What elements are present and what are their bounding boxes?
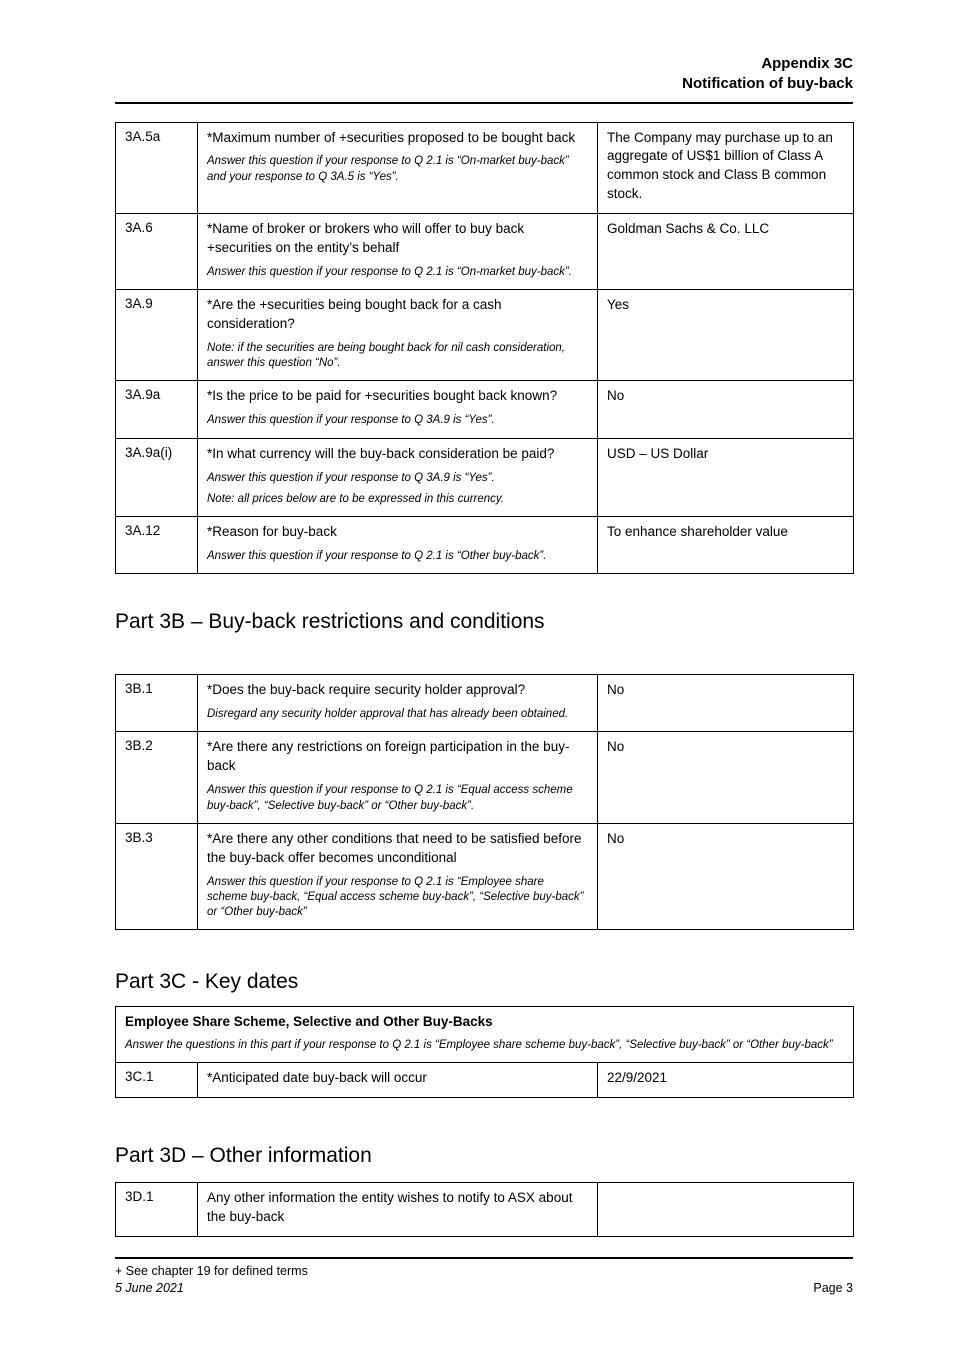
answer-text [598, 1183, 854, 1237]
row-id: 3A.9a(i) [116, 438, 198, 516]
part3b-table [115, 674, 854, 930]
question-note: Answer this question if your response to Q 2.1 is “Employee share scheme buy-back, “Equal access scheme buy-back”, “Selective buy-back” or “Other buy-back” [207, 875, 584, 919]
document-header [115, 54, 853, 95]
row-id: 3B.2 [116, 732, 198, 823]
answer-text: To enhance shareholder value [598, 517, 854, 574]
answer-text: 22/9/2021 [598, 1063, 854, 1098]
appendix-title: Appendix 3C [761, 55, 853, 72]
footer-rule [115, 1257, 853, 1259]
row-id: 3B.3 [116, 823, 198, 930]
part3a-table [115, 122, 854, 575]
question-text: *Is the price to be paid for +securities bought back known? [207, 388, 558, 404]
table-row [116, 823, 854, 930]
table-row [116, 381, 854, 438]
header-rule [115, 102, 853, 104]
table-row [116, 517, 854, 574]
answer-text: No [598, 732, 854, 823]
part3c-box-note: Answer the questions in this part if your response to Q 2.1 is “Employee share scheme buy-back”, “Selective buy-back” or “Other buy-back” [125, 1038, 833, 1051]
table-row [116, 1183, 854, 1237]
question-note: Answer this question if your response to Q 2.1 is “Other buy-back”. [207, 549, 547, 562]
question-note: Note: all prices below are to be expressed in this currency. [207, 492, 505, 505]
answer-text: USD – US Dollar [598, 438, 854, 516]
part3b-heading: Part 3B – Buy-back restrictions and conditions [115, 610, 545, 634]
question-text: *In what currency will the buy-back consideration be paid? [207, 445, 555, 461]
table-header-row [116, 1007, 854, 1063]
question-note: Answer this question if your response to Q 2.1 is “On-market buy-back”. [207, 265, 572, 278]
answer-text: Yes [598, 290, 854, 381]
page-footer [115, 1257, 853, 1297]
row-id: 3A.6 [116, 214, 198, 290]
question-note: Answer this question if your response to Q 3A.9 is “Yes”. [207, 414, 495, 427]
question-text: *Are there any other conditions that need to be satisfied before the buy-back offer becomes unconditional [207, 830, 582, 865]
answer-text: No [598, 823, 854, 930]
row-id: 3C.1 [116, 1063, 198, 1098]
row-id: 3B.1 [116, 675, 198, 732]
row-id: 3D.1 [116, 1183, 198, 1237]
footer-date: 5 June 2021 [115, 1280, 184, 1295]
answer-text: The Company may purchase up to an aggregate of US$1 billion of Class A common stock and Class B common stock. [598, 122, 854, 214]
part3c-table [115, 1006, 854, 1098]
table-row [116, 438, 854, 516]
answer-text: No [598, 381, 854, 438]
table-row [116, 1063, 854, 1098]
document-title: Notification of buy-back [682, 75, 853, 93]
question-text: *Anticipated date buy-back will occur [207, 1070, 427, 1086]
question-text: *Are the +securities being bought back for a cash consideration? [207, 297, 502, 332]
table-row [116, 675, 854, 732]
table-row [116, 732, 854, 823]
answer-text: No [598, 675, 854, 732]
answer-text: Goldman Sachs & Co. LLC [598, 214, 854, 290]
question-note: Answer this question if your response to Q 2.1 is “Equal access scheme buy-back”, “Selective buy-back” or “Other buy-back”. [207, 784, 573, 812]
part3d-heading: Part 3D – Other information [115, 1144, 372, 1168]
question-note: Answer this question if your response to Q 2.1 is “On-market buy-back” and your response to Q 3A.5 is “Yes”. [207, 155, 569, 183]
page-number: Page 3 [813, 1280, 853, 1295]
table-row [116, 214, 854, 290]
row-id: 3A.9 [116, 290, 198, 381]
question-text: *Name of broker or brokers who will offer to buy back +securities on the entity’s behalf [207, 221, 525, 255]
part3c-box-title: Employee Share Scheme, Selective and Other Buy-Backs [125, 1014, 493, 1030]
question-text: *Reason for buy-back [207, 524, 337, 540]
question-note: Answer this question if your response to Q 3A.9 is “Yes”. [207, 471, 495, 484]
table-row [116, 290, 854, 381]
row-id: 3A.12 [116, 517, 198, 574]
part3c-heading: Part 3C - Key dates [115, 970, 299, 994]
table-row [116, 122, 854, 214]
question-text: *Maximum number of +securities proposed to be bought back [207, 129, 576, 145]
question-text: Any other information the entity wishes to notify to ASX about the buy-back [207, 1190, 573, 1224]
row-id: 3A.5a [116, 122, 198, 214]
row-id: 3A.9a [116, 381, 198, 438]
question-text: *Are there any restrictions on foreign participation in the buy-back [207, 739, 570, 774]
defined-terms-note: + See chapter 19 for defined terms [115, 1263, 308, 1278]
question-text: *Does the buy-back require security holder approval? [207, 682, 526, 698]
question-note: Note: if the securities are being bought back for nil cash consideration, answer this question “No”. [207, 341, 565, 370]
part3d-table [115, 1182, 854, 1237]
question-note: Disregard any security holder approval that has already been obtained. [207, 708, 569, 721]
